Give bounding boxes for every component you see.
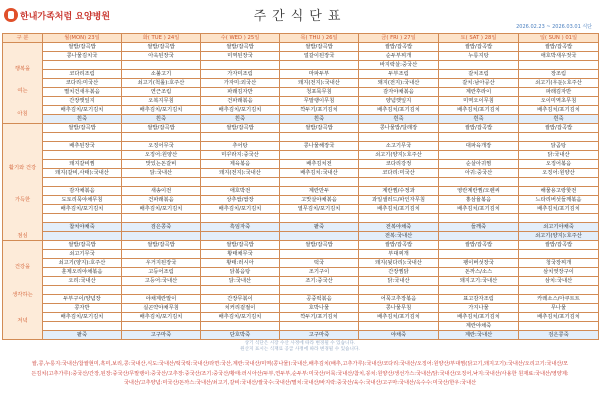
menu-cell: 순두부찌개 xyxy=(359,52,439,61)
menu-cell: 흰죽 xyxy=(439,115,519,124)
menu-cell xyxy=(439,250,519,259)
menu-cell: 미꾸라지:중국산 xyxy=(201,151,280,160)
menu-cell: 콩나물김치국 xyxy=(43,52,122,61)
menu-cell: 고구마죽 xyxy=(122,331,201,340)
menu-cell: 야채계란말이 xyxy=(122,295,201,304)
menu-cell: 배추김치/포기김치 xyxy=(439,313,519,322)
menu-row xyxy=(3,286,599,295)
meal-section-label-text: 활기와 건강 xyxy=(8,165,37,171)
menu-cell: 돼지(전지):국내산 xyxy=(201,169,280,178)
menu-cell xyxy=(280,232,359,241)
menu-cell: 카레소스/아쿠트트 xyxy=(519,295,599,304)
menu-cell: 쌀밥/잡곡밥 xyxy=(122,124,201,133)
menu-cell xyxy=(201,178,280,187)
menu-cell xyxy=(43,322,122,331)
menu-cell: 팽이버섯장국 xyxy=(439,259,519,268)
menu-cell: 황태채무국 xyxy=(201,250,280,259)
menu-cell: 계란찜/수정과 xyxy=(359,187,439,196)
menu-cell: 콩나물무침 xyxy=(359,304,439,313)
menu-cell: 황태:러시아 xyxy=(201,259,280,268)
menu-row xyxy=(3,160,599,169)
menu-cell: 아욱된장국 xyxy=(122,52,201,61)
menu-cell xyxy=(122,286,201,295)
menu-cell: 쇠고기(우둔):호주산 xyxy=(519,79,599,88)
menu-cell: 닭볶음탕 xyxy=(201,268,280,277)
menu-cell: 닭:국내산 xyxy=(359,277,439,286)
menu-cell: 배추김치/포기김치 xyxy=(201,106,280,115)
meal-section-label-text: 건강을 xyxy=(14,264,31,270)
menu-cell: 가지나물 xyxy=(439,304,519,313)
menu-cell: 가자미조림 xyxy=(201,70,280,79)
menu-cell: 쌀밥/잡곡밥 xyxy=(280,124,359,133)
menu-cell: 코다리:미국산 xyxy=(359,169,439,178)
menu-cell: 홍삼율볶음 xyxy=(439,196,519,205)
menu-row xyxy=(3,187,599,196)
menu-cell: 해물용고랑핫전 xyxy=(519,187,599,196)
menu-cell xyxy=(359,133,439,142)
menu-cell: 배추김치/포기김치 xyxy=(201,205,280,214)
menu-cell: 쌀밥/잡곡밥 xyxy=(43,43,122,52)
menu-cell: 미역오이무침 xyxy=(439,97,519,106)
menu-cell: 오징어무국 xyxy=(122,142,201,151)
notice xyxy=(0,341,600,353)
menu-cell: 닭곰탕 xyxy=(519,142,599,151)
meal-section-label-text: 행복을 xyxy=(14,66,31,72)
menu-cell: 대파육개장 xyxy=(439,142,519,151)
menu-cell: 쌀밥/잡곡밥 xyxy=(43,124,122,133)
menu-cell: 흰죽 xyxy=(43,115,122,124)
menu-cell: 미역된장국 xyxy=(201,52,280,61)
menu-cell xyxy=(280,286,359,295)
menu-cell: 우거지된장국 xyxy=(122,259,201,268)
menu-cell: 고등어조림 xyxy=(122,268,201,277)
menu-cell: 쌀밥/잡곡밥 xyxy=(43,241,122,250)
menu-cell: 훈제오리야채볶음 xyxy=(43,268,122,277)
menu-row xyxy=(3,313,599,322)
day-header-row xyxy=(3,34,599,43)
menu-cell: 새송이전 xyxy=(122,187,201,196)
menu-cell: 간장깻잎지 xyxy=(43,97,122,106)
menu-cell xyxy=(43,286,122,295)
menu-cell: 배추김치/포기김치 xyxy=(519,313,599,322)
menu-cell: 쌀밥/잡곡밥 xyxy=(122,241,201,250)
menu-cell: 배추김치/포기김치 xyxy=(43,106,122,115)
menu-cell: 배추김치/포기김치 xyxy=(439,106,519,115)
menu-cell xyxy=(280,61,359,70)
meal-section-label-text: 여는 xyxy=(17,88,28,94)
weekly-menu-table xyxy=(2,33,599,340)
menu-cell: 마파두부 xyxy=(280,70,359,79)
menu-row xyxy=(3,277,599,286)
menu-cell: 오징어볶음 xyxy=(519,160,599,169)
menu-cell: 상추쌈/쌈장 xyxy=(201,196,280,205)
menu-row xyxy=(3,268,599,277)
menu-cell xyxy=(43,133,122,142)
menu-cell: 누룽지탕 xyxy=(439,52,519,61)
menu-row xyxy=(3,124,599,133)
menu-cell: 소불고기 xyxy=(122,70,201,79)
menu-cell: 흰죽 xyxy=(359,115,439,124)
menu-cell: 무말랭이무침 xyxy=(280,97,359,106)
notice-line: 원산지 표시는 식재료 공급 사정에 따라 변경될 수 있습니다. xyxy=(240,347,360,352)
menu-cell: 바지락살:중국산 xyxy=(359,61,439,70)
menu-cell: 도토리묵야채무침 xyxy=(43,196,122,205)
menu-row xyxy=(3,97,599,106)
menu-cell: 돼지(갈비,사태):국내산 xyxy=(43,169,122,178)
menu-cell: 오복지무침 xyxy=(122,97,201,106)
menu-cell: 쌀밥/잡곡밥 xyxy=(359,43,439,52)
menu-cell: 어묵고추장볶음 xyxy=(359,295,439,304)
menu-cell: 쇠고기야채죽 xyxy=(519,223,599,232)
menu-cell: 조기구이 xyxy=(280,268,359,277)
menu-row xyxy=(3,88,599,97)
menu-cell xyxy=(439,286,519,295)
menu-cell: 계란:국내산 xyxy=(439,331,519,340)
menu-cell: 치커리겉절이 xyxy=(201,304,280,313)
menu-cell: 무나물 xyxy=(519,304,599,313)
menu-cell: 아귀:중국산 xyxy=(439,169,519,178)
menu-cell: 소고기무국 xyxy=(359,142,439,151)
menu-cell: 얼갈이된장국 xyxy=(280,52,359,61)
menu-cell: 단호박죽 xyxy=(201,331,280,340)
menu-cell: 야채죽 xyxy=(359,331,439,340)
menu-cell: 흑임자죽 xyxy=(201,223,280,232)
menu-cell: 배추김치/포기김치 xyxy=(519,106,599,115)
menu-cell: 오징어:원양산 xyxy=(519,169,599,178)
menu-row xyxy=(3,151,599,160)
menu-cell xyxy=(122,214,201,223)
menu-cell: 청포묵무침 xyxy=(280,88,359,97)
meal-section-label-text: 생각하는 xyxy=(12,292,33,298)
menu-cell: 배추김치/포기김치 xyxy=(122,313,201,322)
menu-cell: 쌀밥/잡곡밥 xyxy=(439,43,519,52)
menu-row xyxy=(3,223,599,232)
menu-cell: 배추김치:국내산 xyxy=(280,169,359,178)
menu-cell: 돼지갈비찜 xyxy=(43,160,122,169)
menu-cell: 파래김자반 xyxy=(519,88,599,97)
menu-cell: 쌀밥/잡곡밥 xyxy=(280,241,359,250)
menu-row xyxy=(3,295,599,304)
menu-cell xyxy=(439,61,519,70)
menu-cell: 쌀밥/잡곡밥 xyxy=(280,43,359,52)
menu-cell: 배추김치/포기김치 xyxy=(122,205,201,214)
menu-cell xyxy=(201,232,280,241)
menu-cell: 계란야채죽 xyxy=(439,322,519,331)
menu-cell xyxy=(280,322,359,331)
menu-cell: 검은콩죽 xyxy=(519,331,599,340)
menu-cell: 호박나물 xyxy=(280,304,359,313)
menu-cell: 계란만두 xyxy=(280,187,359,196)
menu-cell: 애호박전 xyxy=(201,187,280,196)
menu-cell: 건파래볶음 xyxy=(122,196,201,205)
menu-cell: 돼지고기:국내산 xyxy=(439,277,519,286)
menu-row xyxy=(3,61,599,70)
menu-row xyxy=(3,52,599,61)
menu-cell: 쇠고기(양지):호주산 xyxy=(519,232,599,241)
menu-cell xyxy=(43,61,122,70)
day-header: 일( SUN ) 01일 xyxy=(519,34,599,43)
menu-cell xyxy=(122,178,201,187)
menu-cell xyxy=(359,322,439,331)
menu-cell: 청국장찌개 xyxy=(519,259,599,268)
menu-cell xyxy=(280,250,359,259)
menu-row xyxy=(3,79,599,88)
menu-cell: 쌀밥/잡곡밥 xyxy=(519,43,599,52)
menu-cell: 오이미역초무침 xyxy=(519,97,599,106)
menu-cell xyxy=(122,232,201,241)
menu-cell: 돈까스/소스 xyxy=(439,268,519,277)
menu-cell xyxy=(122,61,201,70)
menu-cell: 쌀밥/잡곡밥 xyxy=(359,241,439,250)
menu-cell: 깍두기/포기김치 xyxy=(280,106,359,115)
menu-row xyxy=(3,115,599,124)
menu-cell: 배추김치/포기김치 xyxy=(519,205,599,214)
menu-cell: 쌀밥/잡곡밥 xyxy=(122,43,201,52)
menu-cell: 장조림 xyxy=(519,70,599,79)
menu-cell: 전복:국내산 xyxy=(359,232,439,241)
menu-cell: 간장무볶이 xyxy=(201,295,280,304)
menu-cell: 감자야채볶음 xyxy=(359,88,439,97)
day-header: 토( SAT ) 28일 xyxy=(439,34,519,43)
meal-section-label xyxy=(3,43,43,124)
menu-cell xyxy=(519,322,599,331)
menu-cell xyxy=(280,133,359,142)
menu-cell: 오리:국내산 xyxy=(43,277,122,286)
menu-cell: 코다리강정 xyxy=(359,160,439,169)
menu-cell xyxy=(359,214,439,223)
menu-cell xyxy=(519,250,599,259)
meal-section-label-text: 점심 xyxy=(17,233,28,239)
menu-cell: 삼치엿장구이 xyxy=(519,268,599,277)
menu-cell: 계란후라이 xyxy=(439,88,519,97)
menu-row xyxy=(3,259,599,268)
menu-cell: 표고감자조림 xyxy=(439,295,519,304)
day-header: 화( TUE ) 24일 xyxy=(122,34,201,43)
menu-cell xyxy=(122,133,201,142)
menu-cell: 두부구이/양념장 xyxy=(43,295,122,304)
menu-cell xyxy=(359,178,439,187)
menu-row xyxy=(3,133,599,142)
menu-cell: 애호박새우젓국 xyxy=(519,52,599,61)
menu-row xyxy=(3,196,599,205)
menu-cell: 고등어:국내산 xyxy=(122,277,201,286)
day-header: 월(MON) 23일 xyxy=(43,34,122,43)
menu-cell: 삼치:국내산 xyxy=(519,277,599,286)
menu-cell: 쇠고기(양지):호주산 xyxy=(43,259,122,268)
menu-row xyxy=(3,43,599,52)
menu-cell: 콩나물해장국 xyxy=(280,142,359,151)
menu-cell xyxy=(201,133,280,142)
menu-cell: 쇠고기무국 xyxy=(43,250,122,259)
menu-cell: 배추김치/포기김치 xyxy=(43,313,122,322)
menu-cell: 파래김자반 xyxy=(201,88,280,97)
menu-cell: 배추김치/포기김치 xyxy=(201,313,280,322)
menu-cell: 돼지(뒷다리):국내산 xyxy=(359,259,439,268)
menu-cell: 연근조림 xyxy=(122,88,201,97)
menu-row xyxy=(3,331,599,340)
menu-cell: 공중떡볶음 xyxy=(280,295,359,304)
menu-cell: 콩나물밥/달래장 xyxy=(359,124,439,133)
menu-cell xyxy=(43,151,122,160)
menu-row xyxy=(3,70,599,79)
menu-row xyxy=(3,142,599,151)
menu-cell: 갈치:남아공산 xyxy=(439,79,519,88)
menu-cell: 쌀밥/잡곡밥 xyxy=(201,124,280,133)
menu-row xyxy=(3,169,599,178)
menu-cell: 순살아귀찜 xyxy=(439,160,519,169)
menu-cell xyxy=(519,133,599,142)
menu-cell: 쌀밥/잡곡밥 xyxy=(439,241,519,250)
menu-cell: 두부조림 xyxy=(359,70,439,79)
menu-cell: 배추김치/포기김치 xyxy=(43,205,122,214)
menu-cell: 영란계란찜/오렌씨 xyxy=(439,187,519,196)
menu-cell xyxy=(439,178,519,187)
menu-row xyxy=(3,205,599,214)
menu-cell xyxy=(519,178,599,187)
menu-cell: 쇠고기(양지):호주산 xyxy=(359,151,439,160)
menu-row xyxy=(3,106,599,115)
menu-row xyxy=(3,250,599,259)
menu-cell: 배추김치/포기김치 xyxy=(122,106,201,115)
meal-section-label-text: 저녁 xyxy=(17,318,28,324)
menu-cell: 배추김치/포기김치 xyxy=(359,205,439,214)
menu-cell: 과일샐러드/파인자무침 xyxy=(359,196,439,205)
menu-cell: 팥죽 xyxy=(280,223,359,232)
menu-cell: 닭:국내산 xyxy=(122,169,201,178)
page-title: 주간식단표 xyxy=(253,9,347,24)
menu-cell: 배추된장국 xyxy=(43,142,122,151)
menu-cell: 닭:국내산 xyxy=(201,277,280,286)
menu-row xyxy=(3,322,599,331)
menu-cell: 쌀밥/잡곡밥 xyxy=(439,124,519,133)
menu-cell: 쌀밥/잡곡밥 xyxy=(519,124,599,133)
menu-cell: 배추김치/포기김치 xyxy=(359,106,439,115)
menu-cell: 닭:국내산 xyxy=(519,151,599,160)
menu-cell: 흰죽 xyxy=(122,115,201,124)
menu-cell: 흰죽 xyxy=(280,115,359,124)
menu-cell: 양념깻잎지 xyxy=(359,97,439,106)
menu-cell: 조기:중국산 xyxy=(280,277,359,286)
meal-section-label xyxy=(3,241,43,340)
day-header: 수( WED ) 25일 xyxy=(201,34,280,43)
menu-cell: 감자채볶음 xyxy=(43,187,122,196)
menu-cell: 팥죽 xyxy=(43,331,122,340)
menu-cell xyxy=(201,214,280,223)
menu-cell: 추어탕 xyxy=(201,142,280,151)
menu-cell xyxy=(122,250,201,259)
menu-cell: 갈치조림 xyxy=(439,70,519,79)
menu-cell xyxy=(519,286,599,295)
menu-cell: 깍두기/포기김치 xyxy=(280,313,359,322)
menu-cell xyxy=(122,322,201,331)
menu-cell: 흰죽 xyxy=(201,115,280,124)
menu-cell: 들깨죽 xyxy=(439,223,519,232)
menu-cell: 돼지(전지):국내산 xyxy=(359,79,439,88)
menu-row xyxy=(3,304,599,313)
menu-row xyxy=(3,178,599,187)
menu-cell xyxy=(439,133,519,142)
menu-cell: 쌀밥/잡곡밥 xyxy=(201,43,280,52)
notice-line: 상기 식단은 시장 수산 사정에 따라 변경될 수 있습니다. xyxy=(244,341,356,346)
meal-section-label-text: 아침 xyxy=(17,111,28,117)
date-range: 2026.02.23 ~ 2026.03.01 식단 xyxy=(516,24,592,30)
menu-cell: 배추김치/포기김치 xyxy=(359,313,439,322)
menu-cell: 멸치건새우볶음 xyxy=(43,88,122,97)
menu-cell: 고맛살야채볶음 xyxy=(280,196,359,205)
meal-section-label xyxy=(3,124,43,241)
menu-cell xyxy=(280,151,359,160)
menu-cell: 간장찜닭 xyxy=(359,268,439,277)
menu-cell: 쌀밥/잡곡밥 xyxy=(201,241,280,250)
menu-cell: 배추김치/포기김치 xyxy=(439,205,519,214)
menu-cell: 콩자반 xyxy=(43,304,122,313)
menu-cell xyxy=(439,151,519,160)
menu-cell: 돼지(전지):국내산 xyxy=(280,79,359,88)
menu-cell xyxy=(280,178,359,187)
menu-cell xyxy=(359,286,439,295)
menu-cell: 쇠고기(척롤):호주산 xyxy=(122,79,201,88)
menu-cell xyxy=(43,214,122,223)
menu-cell xyxy=(439,214,519,223)
corner-label: 구 분 xyxy=(3,34,43,43)
menu-cell: 가자미:외국산 xyxy=(201,79,280,88)
menu-cell xyxy=(201,61,280,70)
menu-cell xyxy=(439,232,519,241)
menu-cell: 찹치야채죽 xyxy=(43,223,122,232)
menu-cell: 코다리조림 xyxy=(43,70,122,79)
menu-cell xyxy=(43,232,122,241)
menu-cell: 오징어:원양산 xyxy=(122,151,201,160)
menu-cell: 맛있는돈갈비 xyxy=(122,160,201,169)
menu-cell xyxy=(201,286,280,295)
menu-cell xyxy=(201,322,280,331)
menu-row xyxy=(3,241,599,250)
menu-cell: 제육볶음 xyxy=(201,160,280,169)
header xyxy=(0,0,600,34)
menu-cell: 열무김치/포기김치 xyxy=(280,205,359,214)
meal-section-label-text: 가득한 xyxy=(14,197,31,203)
menu-cell: 느타리버섯들깨볶음 xyxy=(519,196,599,205)
menu-cell: 검은콩죽 xyxy=(122,223,201,232)
origin-info: 쌀,콩,누룽지:국내산/찹쌀현미,흑미,보리,콩:국내산,식도:국내산/떡국떡:국내산/라면:국산,계란:국내산/미역(콩나물):국내산,배추김치(배추,고추가루):국내산/코다리:국내산/오징어:원양산/부대찜(닭고기,돼지고기):국내산/오리고기:국내산/모든김치(고추가루):중국산/간장,된장:중국산/무말랭이:중국산/고추장:중국산/조기:중국산/황태:러시아산/두부,연두부,순두부:미국산/어묵:국내산/참치,꽁치:원양산/생선가스:국내산/닭:국내산/오징어,낙지:국내산/사용한 원재료:국내산/영양제:국내산/고추양념:미국산/돈까스:국내산/쇠고기,갈비:국내산/쌀국수:국내산/멸치:국내산/바지락:중국산/육수:국내산/고구마:국내산/옥수수:미국산/한우:국내산 xyxy=(31,361,569,386)
menu-cell: 쌀밥/잡곡밥 xyxy=(519,241,599,250)
menu-cell xyxy=(43,178,122,187)
menu-cell xyxy=(519,61,599,70)
menu-cell: 흰죽 xyxy=(519,115,599,124)
menu-cell: 배추김치전 xyxy=(280,160,359,169)
menu-row xyxy=(3,214,599,223)
menu-cell: 떡국 xyxy=(280,259,359,268)
menu-cell xyxy=(519,214,599,223)
day-header: 목( THU ) 26일 xyxy=(280,34,359,43)
menu-cell xyxy=(280,214,359,223)
menu-cell: 건파래볶음 xyxy=(201,97,280,106)
logo-text: 한내가족처럼 요양병원 xyxy=(20,11,111,22)
menu-cell: 코다리:미국산 xyxy=(43,79,122,88)
menu-cell: 고구마죽 xyxy=(280,331,359,340)
menu-cell: 실곤약야채무침 xyxy=(122,304,201,313)
day-header: 금( FRI ) 27일 xyxy=(359,34,439,43)
menu-cell: 전복야채죽 xyxy=(359,223,439,232)
menu-cell: 부대찌개 xyxy=(359,250,439,259)
menu-row xyxy=(3,232,599,241)
